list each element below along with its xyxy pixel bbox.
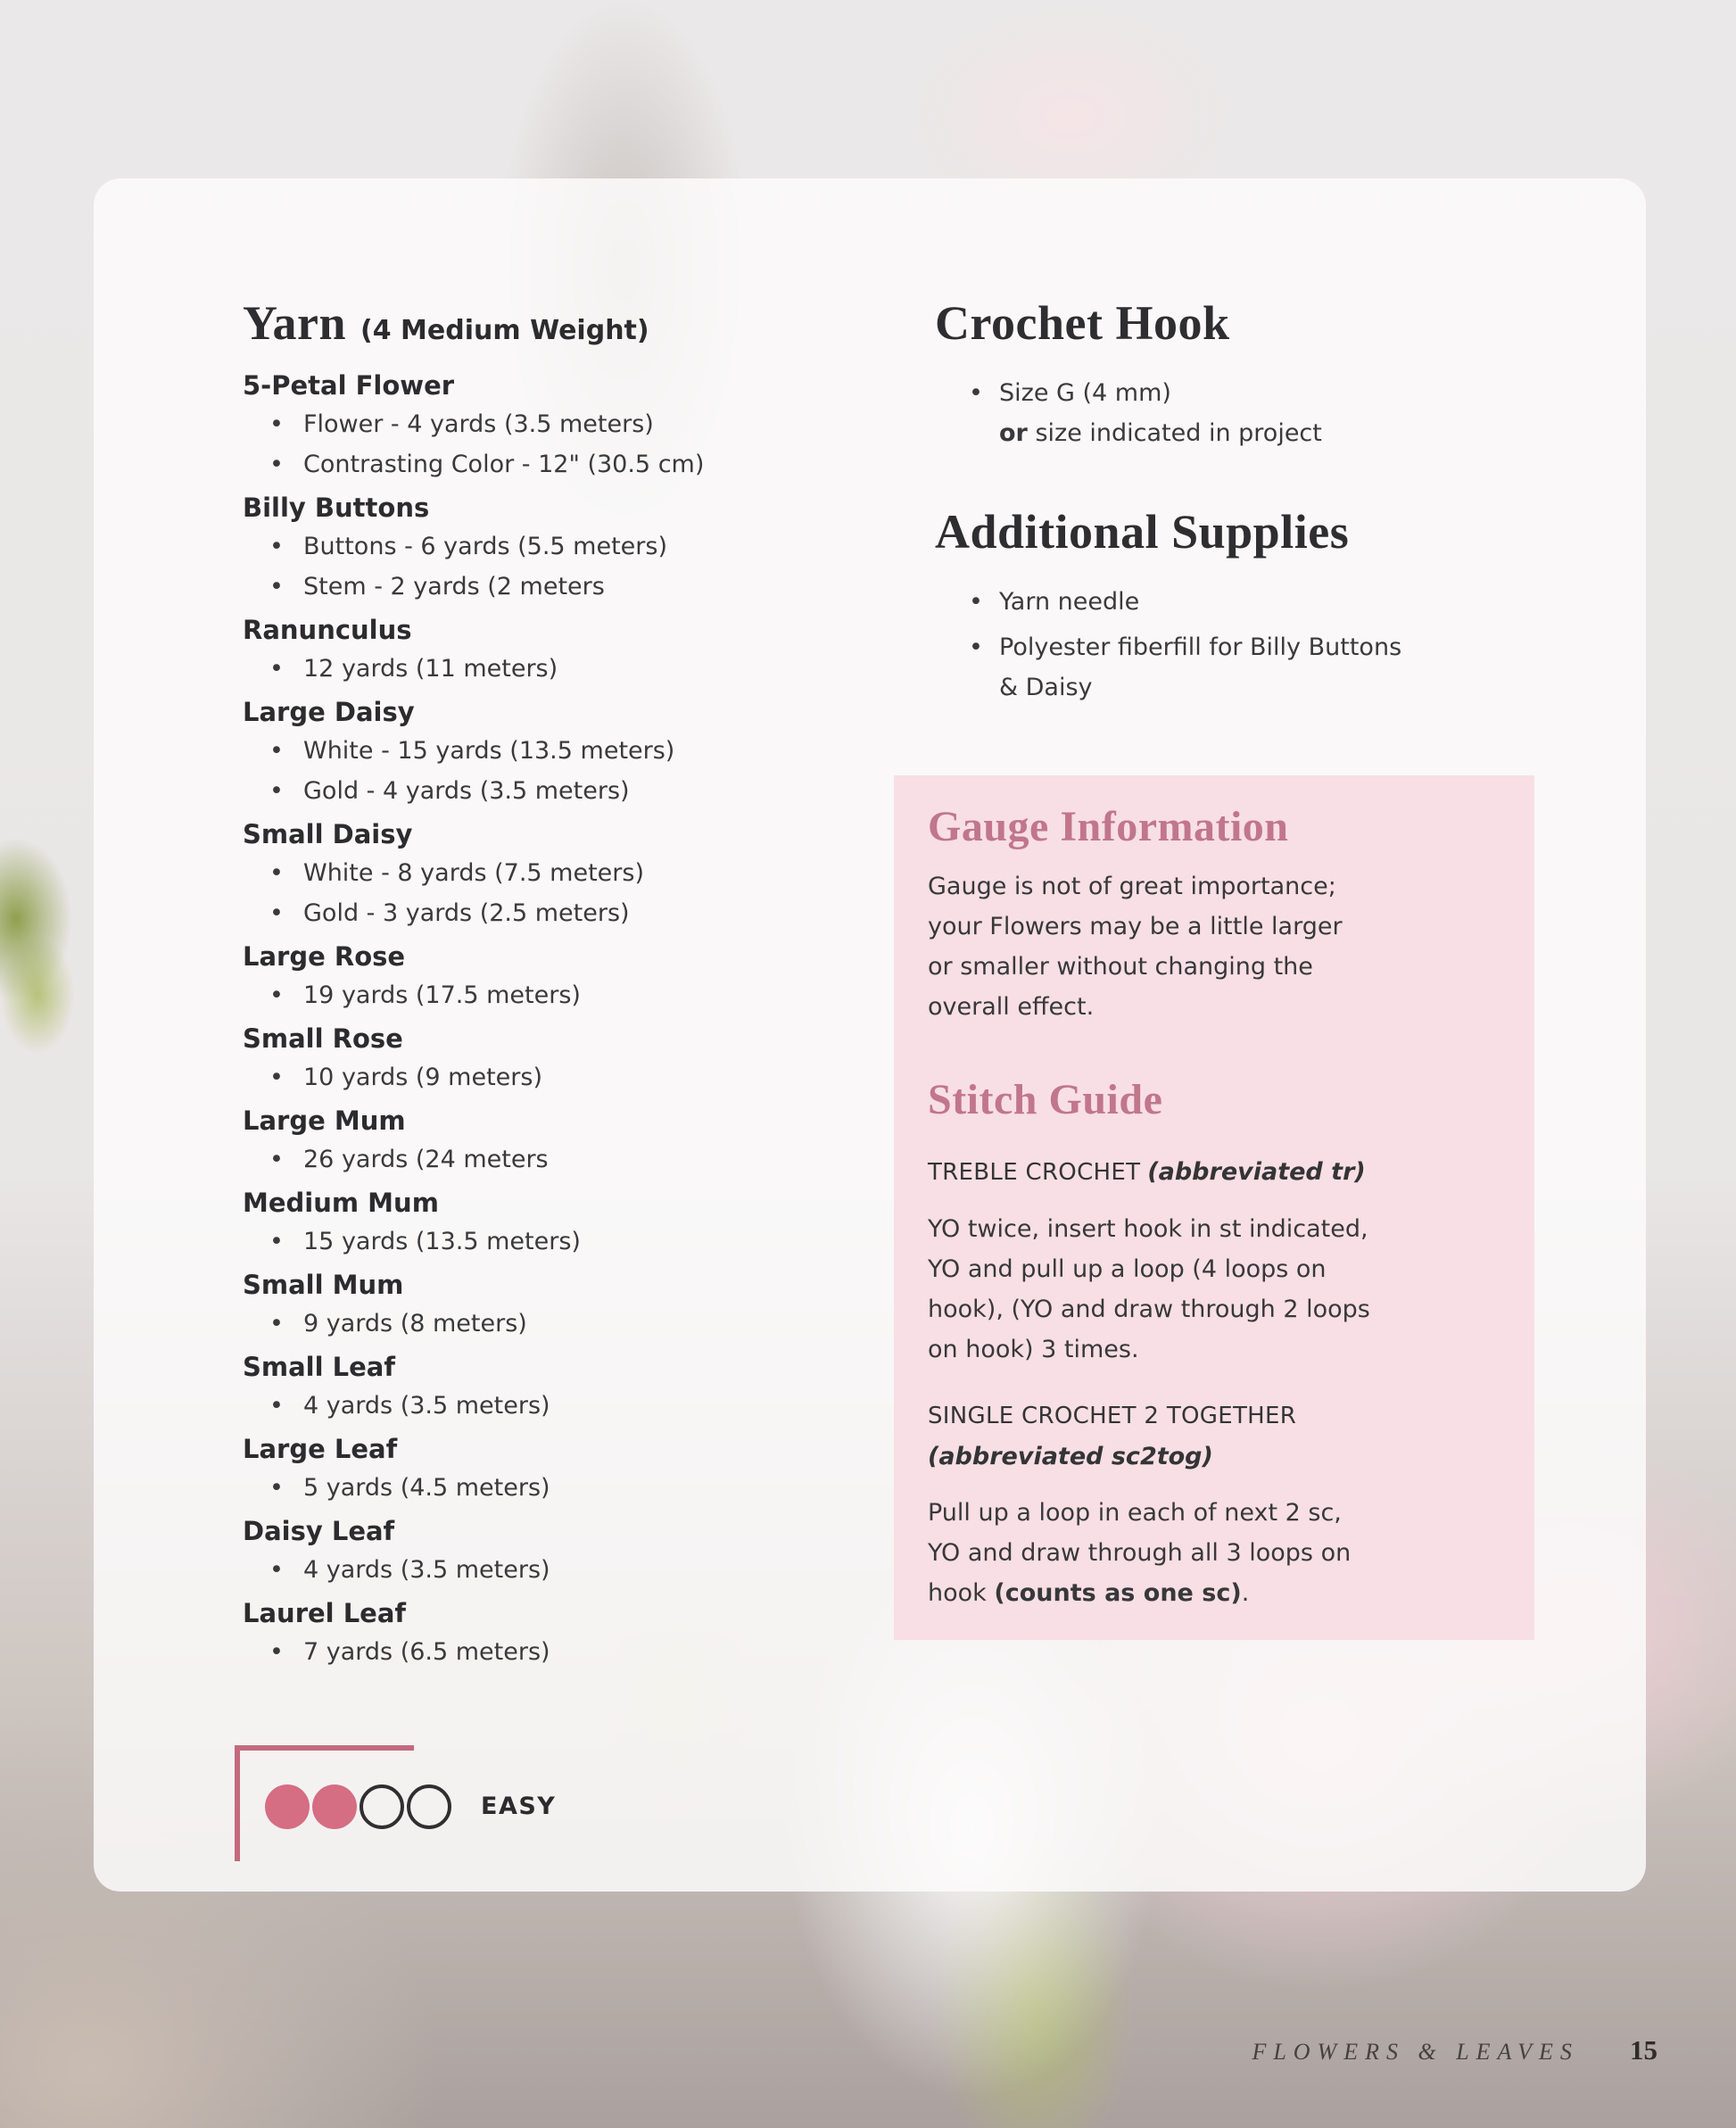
yarn-group xyxy=(243,816,796,933)
yarn-item: • 5 yards (4.5 meters) xyxy=(243,1468,796,1508)
crochet-hook-title: Crochet Hook xyxy=(935,296,1230,350)
treble-term-line xyxy=(928,1152,1500,1193)
content-card xyxy=(94,178,1646,1892)
additional-supplies-list xyxy=(894,582,1534,708)
yarn-item: • White - 8 yards (7.5 meters) xyxy=(243,853,796,893)
yarn-group-name: Large Leaf xyxy=(243,1434,398,1464)
yarn-group-name: Large Daisy xyxy=(243,697,415,727)
yarn-group xyxy=(243,938,796,1015)
yarn-group-name: 5-Petal Flower xyxy=(243,370,455,401)
yarn-heading-row xyxy=(243,294,796,360)
sc2tog-line: Pull up a loop in each of next 2 sc, xyxy=(928,1499,1342,1527)
yarn-group xyxy=(243,1266,796,1344)
sc2tog-abbr: (abbreviated sc2tog) xyxy=(928,1443,1213,1470)
difficulty-label: EASY xyxy=(481,1793,557,1820)
yarn-item: • Gold - 3 yards (2.5 meters) xyxy=(243,893,796,933)
yarn-group xyxy=(243,693,796,811)
yarn-item: • 10 yards (9 meters) xyxy=(243,1057,796,1097)
difficulty-dot-filled xyxy=(312,1784,357,1829)
yarn-group-name: Small Rose xyxy=(243,1023,403,1054)
yarn-item: • 19 yards (17.5 meters) xyxy=(243,975,796,1015)
crochet-hook-heading-row xyxy=(894,294,1534,352)
book-title: FLOWERS & LEAVES xyxy=(1252,2039,1579,2065)
yarn-item: • 12 yards (11 meters) xyxy=(243,649,796,689)
gauge-body xyxy=(928,866,1500,1027)
yarn-group-name: Large Mum xyxy=(243,1105,406,1136)
yarn-title: Yarn xyxy=(243,296,347,350)
yarn-item: • 7 yards (6.5 meters) xyxy=(243,1632,796,1672)
yarn-item: • 26 yards (24 meters xyxy=(243,1139,796,1180)
yarn-item: • Stem - 2 yards (2 meters xyxy=(243,567,796,607)
gauge-title: Gauge Information xyxy=(928,803,1289,850)
page-number: 15 xyxy=(1630,2034,1657,2066)
gauge-line: overall effect. xyxy=(928,993,1095,1021)
treble-body xyxy=(928,1209,1500,1370)
yarn-group xyxy=(243,1430,796,1508)
sc2tog-line3-bold: (counts as one sc) xyxy=(994,1579,1242,1607)
yarn-item: • 4 yards (3.5 meters) xyxy=(243,1386,796,1426)
gauge-line: your Flowers may be a little larger xyxy=(928,913,1343,940)
yarn-item: • 4 yards (3.5 meters) xyxy=(243,1550,796,1590)
yarn-group xyxy=(243,1594,796,1672)
supply-item-line: & Daisy xyxy=(999,674,1093,701)
hook-size-rest: size indicated in project xyxy=(1027,419,1322,447)
yarn-item: • Contrasting Color - 12" (30.5 cm) xyxy=(243,444,796,484)
yarn-section xyxy=(243,294,796,1672)
supply-item xyxy=(894,582,1534,622)
supply-item-line: • Yarn needle xyxy=(999,588,1140,616)
yarn-group-name: Daisy Leaf xyxy=(243,1516,395,1546)
yarn-group xyxy=(243,1102,796,1180)
yarn-group xyxy=(243,611,796,689)
yarn-group xyxy=(243,1020,796,1097)
yarn-item: • Gold - 4 yards (3.5 meters) xyxy=(243,771,796,811)
hook-size-line1: • Size G (4 mm) xyxy=(999,379,1171,407)
yarn-item: • Buttons - 6 yards (5.5 meters) xyxy=(243,526,796,567)
difficulty-dot-empty xyxy=(360,1784,404,1829)
sc2tog-line: YO and draw through all 3 loops on xyxy=(928,1539,1352,1567)
sc2tog-line3-post: . xyxy=(1241,1579,1250,1607)
sc2tog-term-line xyxy=(928,1396,1500,1477)
yarn-group xyxy=(243,367,796,484)
supply-item-line: • Polyester fiberfill for Billy Buttons xyxy=(999,633,1402,661)
yarn-group xyxy=(243,1184,796,1262)
yarn-group-name: Medium Mum xyxy=(243,1188,439,1218)
yarn-group-name: Small Leaf xyxy=(243,1352,395,1382)
hook-size-or: or xyxy=(999,419,1028,447)
treble-line: on hook) 3 times. xyxy=(928,1336,1139,1363)
sc2tog-line3-pre: hook xyxy=(928,1579,995,1607)
yarn-weight-note: (4 Medium Weight) xyxy=(360,315,649,346)
gauge-line: or smaller without changing the xyxy=(928,953,1313,981)
sc2tog-term: SINGLE CROCHET 2 TOGETHER xyxy=(928,1403,1297,1429)
gauge-line: Gauge is not of great importance; xyxy=(928,873,1336,900)
yarn-item: • 9 yards (8 meters) xyxy=(243,1304,796,1344)
difficulty-dots xyxy=(265,1784,454,1829)
hook-size-item xyxy=(894,373,1534,453)
yarn-item: • Flower - 4 yards (3.5 meters) xyxy=(243,404,796,444)
yarn-group-name: Small Daisy xyxy=(243,819,413,849)
yarn-group-name: Laurel Leaf xyxy=(243,1598,407,1628)
treble-term: TREBLE CROCHET xyxy=(928,1159,1141,1186)
treble-abbr: (abbreviated tr) xyxy=(1147,1158,1366,1186)
sc2tog-line xyxy=(928,1573,1500,1613)
gauge-stitch-panel xyxy=(894,775,1534,1640)
difficulty-dot-filled xyxy=(265,1784,310,1829)
treble-line: YO and pull up a loop (4 loops on xyxy=(928,1255,1327,1283)
yarn-item: • White - 15 yards (13.5 meters) xyxy=(243,731,796,771)
additional-supplies-heading-row xyxy=(894,503,1534,560)
additional-supplies-title: Additional Supplies xyxy=(935,505,1350,559)
yarn-group-name: Small Mum xyxy=(243,1270,404,1300)
yarn-group-name: Large Rose xyxy=(243,941,406,972)
treble-line: hook), (YO and draw through 2 loops xyxy=(928,1296,1370,1323)
yarn-item: • 15 yards (13.5 meters) xyxy=(243,1221,796,1262)
yarn-group xyxy=(243,489,796,607)
supply-item xyxy=(894,627,1534,708)
yarn-group-name: Ranunculus xyxy=(243,615,412,645)
hook-size-line2 xyxy=(999,413,1534,453)
page-footer xyxy=(0,2034,1657,2066)
yarn-group xyxy=(243,1348,796,1426)
sc2tog-body xyxy=(928,1493,1500,1613)
yarn-group-name: Billy Buttons xyxy=(243,493,430,523)
stitch-guide-title: Stitch Guide xyxy=(928,1076,1163,1123)
right-column xyxy=(894,294,1534,1640)
difficulty-badge xyxy=(235,1745,618,1875)
yarn-group xyxy=(243,1512,796,1590)
treble-line: YO twice, insert hook in st indicated, xyxy=(928,1215,1368,1243)
difficulty-dot-empty xyxy=(407,1784,451,1829)
